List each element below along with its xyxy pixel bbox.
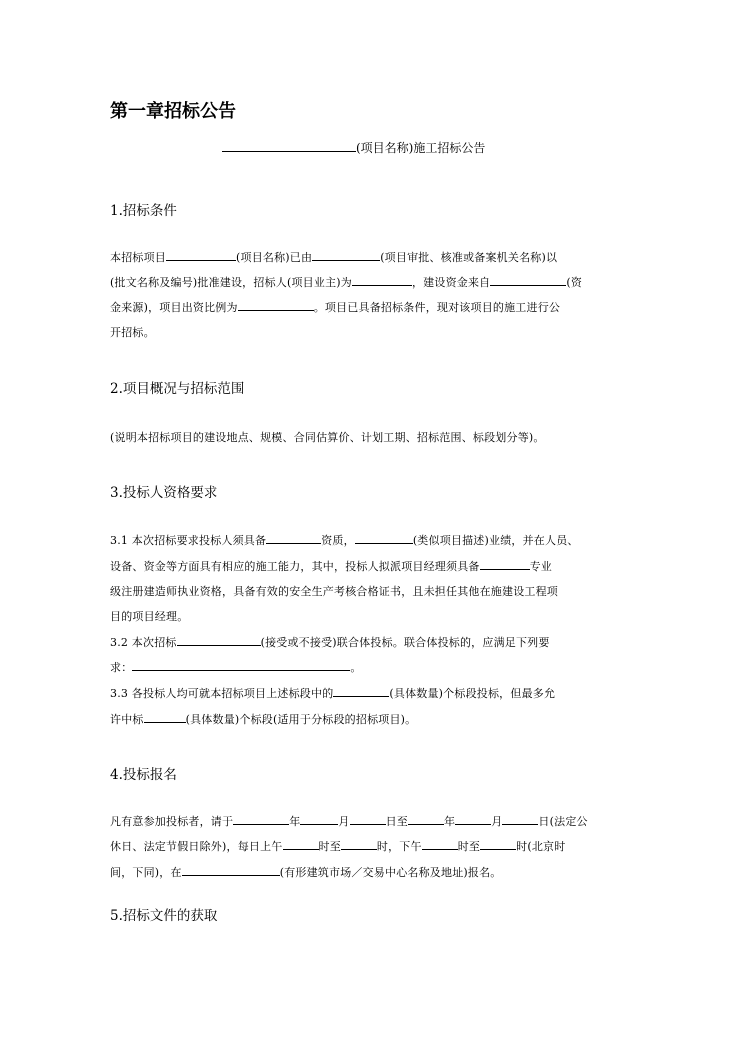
notice-title	[222, 139, 485, 156]
s3-line-7: 3.3 各投标人均可就本招标项目上述标段中的 (具体数量)个标段投标，但最多允	[110, 687, 556, 700]
s1-line-1: 本招标项目 (项目名称)已由 (项目审批、核准或备案机关名称)以	[110, 251, 558, 264]
notice-title-text: (项目名称)施工招标公告	[356, 141, 486, 155]
s4-line-1: 凡有意参加投标者，请于 年 月 日至 年 月 日(法定公	[110, 815, 588, 828]
s1-line-4: 开招标。	[110, 326, 155, 339]
s1-line-3: 金来源)，项目出资比例为 。项目已具备招标条件，现对该项目的施工进行公	[110, 301, 561, 314]
s3-line-5: 3.2 本次招标 (接受或不接受)联合体投标。联合体投标的，应满足下列要	[110, 636, 550, 649]
s2-line-1: (说明本招标项目的建设地点、规模、合同估算价、计划工期、招标范围、标段划分等)。	[110, 431, 545, 444]
s3-line-4: 目的项目经理。	[110, 610, 189, 623]
s3-line-2: 设备、资金等方面具有相应的施工能力，其中，投标人拟派项目经理须具备 专业	[110, 560, 553, 573]
s1-line-2: (批文名称及编号)批准建设，招标人(项目业主)为 ，建设资金来自 (资	[110, 276, 583, 289]
s3-line-8: 许中标 (具体数量)个标段(适用于分标段的招标项目)。	[110, 713, 417, 726]
section-heading-3: 3.投标人资格要求	[110, 485, 218, 501]
section-heading-1: 1.招标条件	[110, 203, 177, 219]
s3-line-1: 3.1 本次招标要求投标人须具备 资质， (类似项目描述)业绩，并在人员、	[110, 534, 579, 547]
section-heading-2: 2.项目概况与招标范围	[110, 381, 245, 397]
chapter-title: 第一章招标公告	[110, 101, 236, 122]
s4-line-3: 间，下同)，在 (有形建筑市场／交易中心名称及地址)报名。	[110, 866, 502, 879]
s3-line-3: 级注册建造师执业资格，具备有效的安全生产考核合格证书，且未担任其他在施建设工程项	[110, 585, 558, 598]
s4-line-2: 休日、法定节假日除外)，每日上午 时至 时，下午 时至 时(北京时	[110, 840, 566, 853]
s3-line-6: 求： 。	[110, 661, 362, 674]
section-heading-5: 5.招标文件的获取	[110, 908, 218, 924]
project-name-blank	[222, 140, 356, 152]
section-heading-4: 4.投标报名	[110, 767, 177, 783]
